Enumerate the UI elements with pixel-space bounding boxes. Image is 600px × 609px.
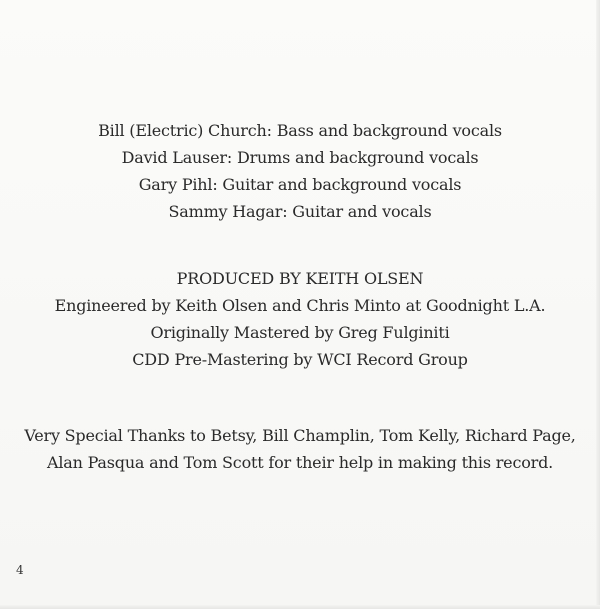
mastering-line: Originally Mastered by Greg Fulginiti — [150, 323, 450, 342]
pre-mastering-line: CDD Pre-Mastering by WCI Record Group — [132, 350, 468, 369]
engineer-line: Engineered by Keith Olsen and Chris Minto at Goodnight L.A. — [54, 296, 546, 315]
credit-line-bass: Bill (Electric) Church: Bass and background vocals — [98, 121, 502, 140]
thanks-line-1: Very Special Thanks to Betsy, Bill Champlin, Tom Kelly, Richard Page, — [24, 426, 576, 445]
credit-line-drums: David Lauser: Drums and background vocals — [121, 148, 479, 167]
credit-line-guitar: Gary Pihl: Guitar and background vocals — [138, 175, 462, 194]
page-right-edge — [596, 0, 600, 609]
thanks-line-2: Alan Pasqua and Tom Scott for their help in making this record. — [46, 453, 554, 472]
page-number: 4 — [16, 563, 24, 577]
producer-line: PRODUCED BY KEITH OLSEN — [176, 269, 424, 288]
page-bottom-edge — [0, 605, 600, 609]
credit-line-vocals: Sammy Hagar: Guitar and vocals — [168, 202, 432, 221]
